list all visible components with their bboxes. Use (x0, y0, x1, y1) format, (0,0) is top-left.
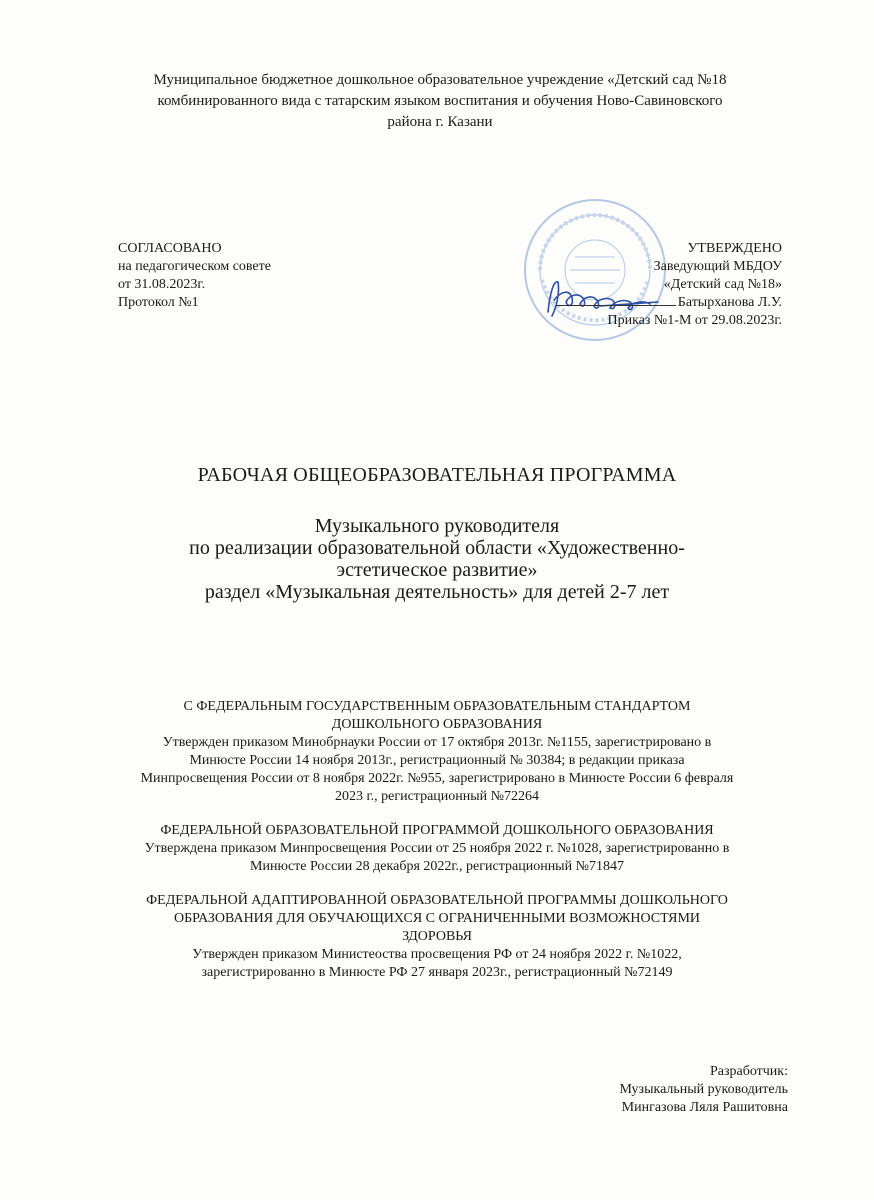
standard-fgos (90, 698, 784, 806)
standard-fop (90, 822, 784, 876)
signature-line (556, 305, 676, 306)
standard-heading: ФЕДЕРАЛЬНОЙ АДАПТИРОВАННОЙ ОБРАЗОВАТЕЛЬНОЙ ПРОГРАММЫ ДОШКОЛЬНОГО (146, 893, 728, 908)
approval-approved-heading: УТВЕРЖДЕНО (687, 241, 782, 256)
approval-agreed-protocol: Протокол №1 (118, 295, 199, 310)
standard-heading: ОБРАЗОВАНИЯ ДЛЯ ОБУЧАЮЩИХСЯ С ОГРАНИЧЕННЫМИ ВОЗМОЖНОСТЯМИ (173, 911, 701, 926)
standard-body: Минпросвещения России от 8 ноября 2022г. №955, зарегистрировано в Минюсте России 6 февраля (140, 771, 734, 786)
standard-body: 2023 г., регистрационный №72264 (334, 789, 540, 804)
standard-heading: ЗДОРОВЬЯ (402, 929, 472, 944)
institution-header (100, 70, 780, 133)
approval-approved-name: Батырханова Л.У. (677, 295, 782, 310)
standard-heading: С ФЕДЕРАЛЬНЫМ ГОСУДАРСТВЕННЫМ ОБРАЗОВАТЕЛЬНЫМ СТАНДАРТОМ (183, 699, 691, 714)
subtitle-line: Музыкального руководителя (314, 515, 560, 537)
approval-approved-order: Приказ №1-М от 29.08.2023г. (607, 313, 782, 328)
standard-body: Минюсте России 28 декабря 2022г., регистрационный №71847 (250, 859, 624, 874)
subtitle-line: эстетическое развитие» (336, 559, 538, 581)
standard-heading: ФЕДЕРАЛЬНОЙ ОБРАЗОВАТЕЛЬНОЙ ПРОГРАММОЙ ДОШКОЛЬНОГО ОБРАЗОВАНИЯ (160, 823, 714, 838)
approval-approved-block (556, 240, 782, 330)
approval-agreed-council: на педагогическом совете (118, 259, 271, 274)
approval-approved-signer (556, 294, 782, 312)
program-subtitle (80, 515, 794, 603)
developer-role: Музыкальный руководитель (619, 1082, 788, 1097)
header-line: района г. Казани (387, 114, 493, 130)
developer-block (619, 1063, 788, 1117)
standard-body: зарегистрированно в Минюсте РФ 27 января 2023г., регистрационный №72149 (201, 965, 673, 980)
standard-faop (90, 892, 784, 982)
standard-body: Утвержден приказом Министеоства просвещения РФ от 24 ноября 2022 г. №1022, (192, 947, 682, 962)
header-line: Муниципальное бюджетное дошкольное образовательное учреждение «Детский сад №18 (153, 72, 727, 88)
standard-body: Утверждена приказом Минпросвещения России от 25 ноября 2022 г. №1028, зарегистрированно в (144, 841, 730, 856)
approval-agreed-heading: СОГЛАСОВАНО (118, 241, 222, 256)
standard-body: Минюсте России 14 ноября 2013г., регистрационный № 30384; в редакции приказа (189, 753, 685, 768)
developer-name: Мингазова Ляля Рашитовна (621, 1100, 788, 1115)
header-line: комбинированного вида с татарским языком воспитания и обучения Ново-Савиновского (157, 93, 723, 109)
approval-approved-position: Заведующий МБДОУ (653, 259, 782, 274)
standard-heading: ДОШКОЛЬНОГО ОБРАЗОВАНИЯ (331, 717, 543, 732)
subtitle-line: раздел «Музыкальная деятельность» для детей 2-7 лет (204, 581, 670, 603)
developer-label: Разработчик: (709, 1064, 788, 1079)
subtitle-line: по реализации образовательной области «Художественно- (189, 537, 685, 559)
approval-approved-institution: «Детский сад №18» (663, 277, 782, 292)
program-title: РАБОЧАЯ ОБЩЕОБРАЗОВАТЕЛЬНАЯ ПРОГРАММА (197, 464, 677, 486)
approval-agreed-block (118, 240, 271, 312)
approval-agreed-date: от 31.08.2023г. (118, 277, 206, 292)
standard-body: Утвержден приказом Минобрнауки России от 17 октября 2013г. №1155, зарегистрировано в (162, 735, 712, 750)
